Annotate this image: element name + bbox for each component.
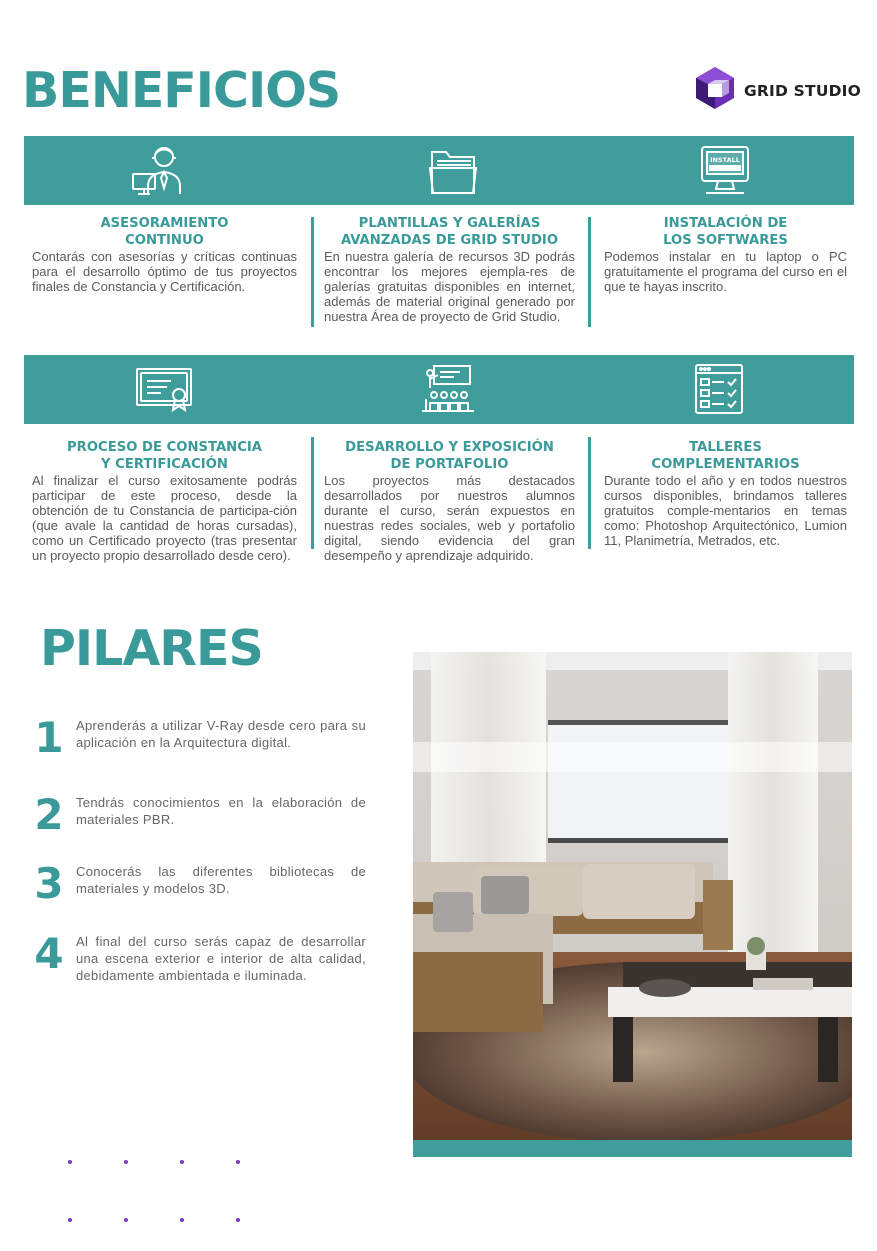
benefit-title-line: LOS SOFTWARES [663,232,788,248]
benefit-title-line: ASESORAMIENTO [100,216,229,231]
benefit-title-line: AVANZADAS DE GRID STUDIO [340,232,559,248]
benefit-text: Podemos instalar en tu laptop o PC gratuitamente el programa del curso en el que te hayas inscrito. [604,249,847,295]
pilares-title: PILARES [40,620,263,677]
benefit-title-line: Y CERTIFICACIÓN [101,456,228,472]
benefit-title-line: COMPLEMENTARIOS [651,456,800,472]
benefit-text: Al finalizar el curso exitosamente podrás participar de este proceso, desde la obtención de tu Constancia de participa-ción (que avale la cantidad de horas cursadas), como un Certificado proyecto (tras presentar un proyecto propio desarrollado desde cero). [32,473,297,564]
benefit-portafolio [324,440,575,564]
benefit-asesoramiento [32,216,297,294]
advisor-icon [130,144,188,196]
hexagon-cube-icon [694,66,736,115]
column-divider [588,437,591,549]
brand-logo [694,66,861,115]
benefit-talleres [604,440,847,548]
benefit-text: Los proyectos más destacados desarrollados por nuestros alumnos durante el curso, serán expuestos en nuestras redes sociales, web y portafolio digital, siendo evidencia del gran desempeño y aprendizaje adquirido. [324,473,575,564]
column-divider [588,217,591,327]
benefit-text: En nuestra galería de recursos 3D podrás encontrar los mejores ejempla-res de galerías gratuitas disponibles en internet, además de material original generado por nuestra Área de proyecto de Grid Studio. [324,249,575,325]
pilar-text: Aprenderás a utilizar V-Ray desde cero para su aplicación en la Arquitectura digital. [76,718,366,750]
brand-name: GRID STUDIO [744,81,862,100]
pilar-number: 4 [34,929,64,978]
folder-icon [424,144,482,196]
pilar-text: Tendrás conocimientos en la elaboración de materiales PBR. [76,795,366,827]
benefit-text: Contarás con asesorías y críticas continuas para el desarrollo óptimo de tus proyectos finales de Constancia y Certificación. [32,249,297,295]
benefit-title-line: CONTINUO [125,232,204,248]
decorative-dot [124,1218,128,1222]
benefit-title-line: INSTALACIÓN DE [663,216,788,231]
install-label: INSTALL [710,156,740,164]
pilar-number: 3 [34,859,64,908]
install-monitor-icon [696,144,754,196]
presentation-icon [420,363,478,415]
decorative-dot [124,1160,128,1164]
living-room-render-image [413,652,852,1157]
decorative-dot [236,1160,240,1164]
column-divider [311,437,314,549]
benefits-band-2 [24,355,854,424]
benefit-title-line: PROCESO DE CONSTANCIA [67,440,262,455]
benefit-text: Durante todo el año y en todos nuestros cursos disponibles, brindamos talleres gratuitos comple-mentarios en temas como: Photoshop Arquitectónico, Lumion 11, Planimetría, Metrados, etc. [604,473,847,549]
certificate-icon [135,363,193,415]
benefit-title-line: PLANTILLAS Y GALERÍAS [358,216,541,231]
benefits-band-1 [24,136,854,205]
decorative-dot [68,1218,72,1222]
decorative-dot [236,1218,240,1222]
pilar-number: 2 [34,790,64,839]
checklist-window-icon [690,363,748,415]
benefit-title-line: DESARROLLO Y EXPOSICIÓN [345,440,554,455]
benefit-title-line: DE PORTAFOLIO [390,456,509,472]
pilar-text: Al final del curso serás capaz de desarrollar una escena exterior e interior de alta calidad, debidamente ambientada e iluminada. [76,934,366,983]
benefit-constancia [32,440,297,564]
pilar-number: 1 [34,713,64,762]
decorative-dot [180,1160,184,1164]
beneficios-title: BENEFICIOS [22,62,341,119]
pilar-text: Conocerás las diferentes bibliotecas de materiales y modelos 3D. [76,864,366,896]
decorative-dot [180,1218,184,1222]
benefit-title-line: TALLERES [689,440,762,455]
column-divider [311,217,314,327]
decorative-dot [68,1160,72,1164]
benefit-instalacion [604,216,847,294]
benefit-plantillas [324,216,575,324]
